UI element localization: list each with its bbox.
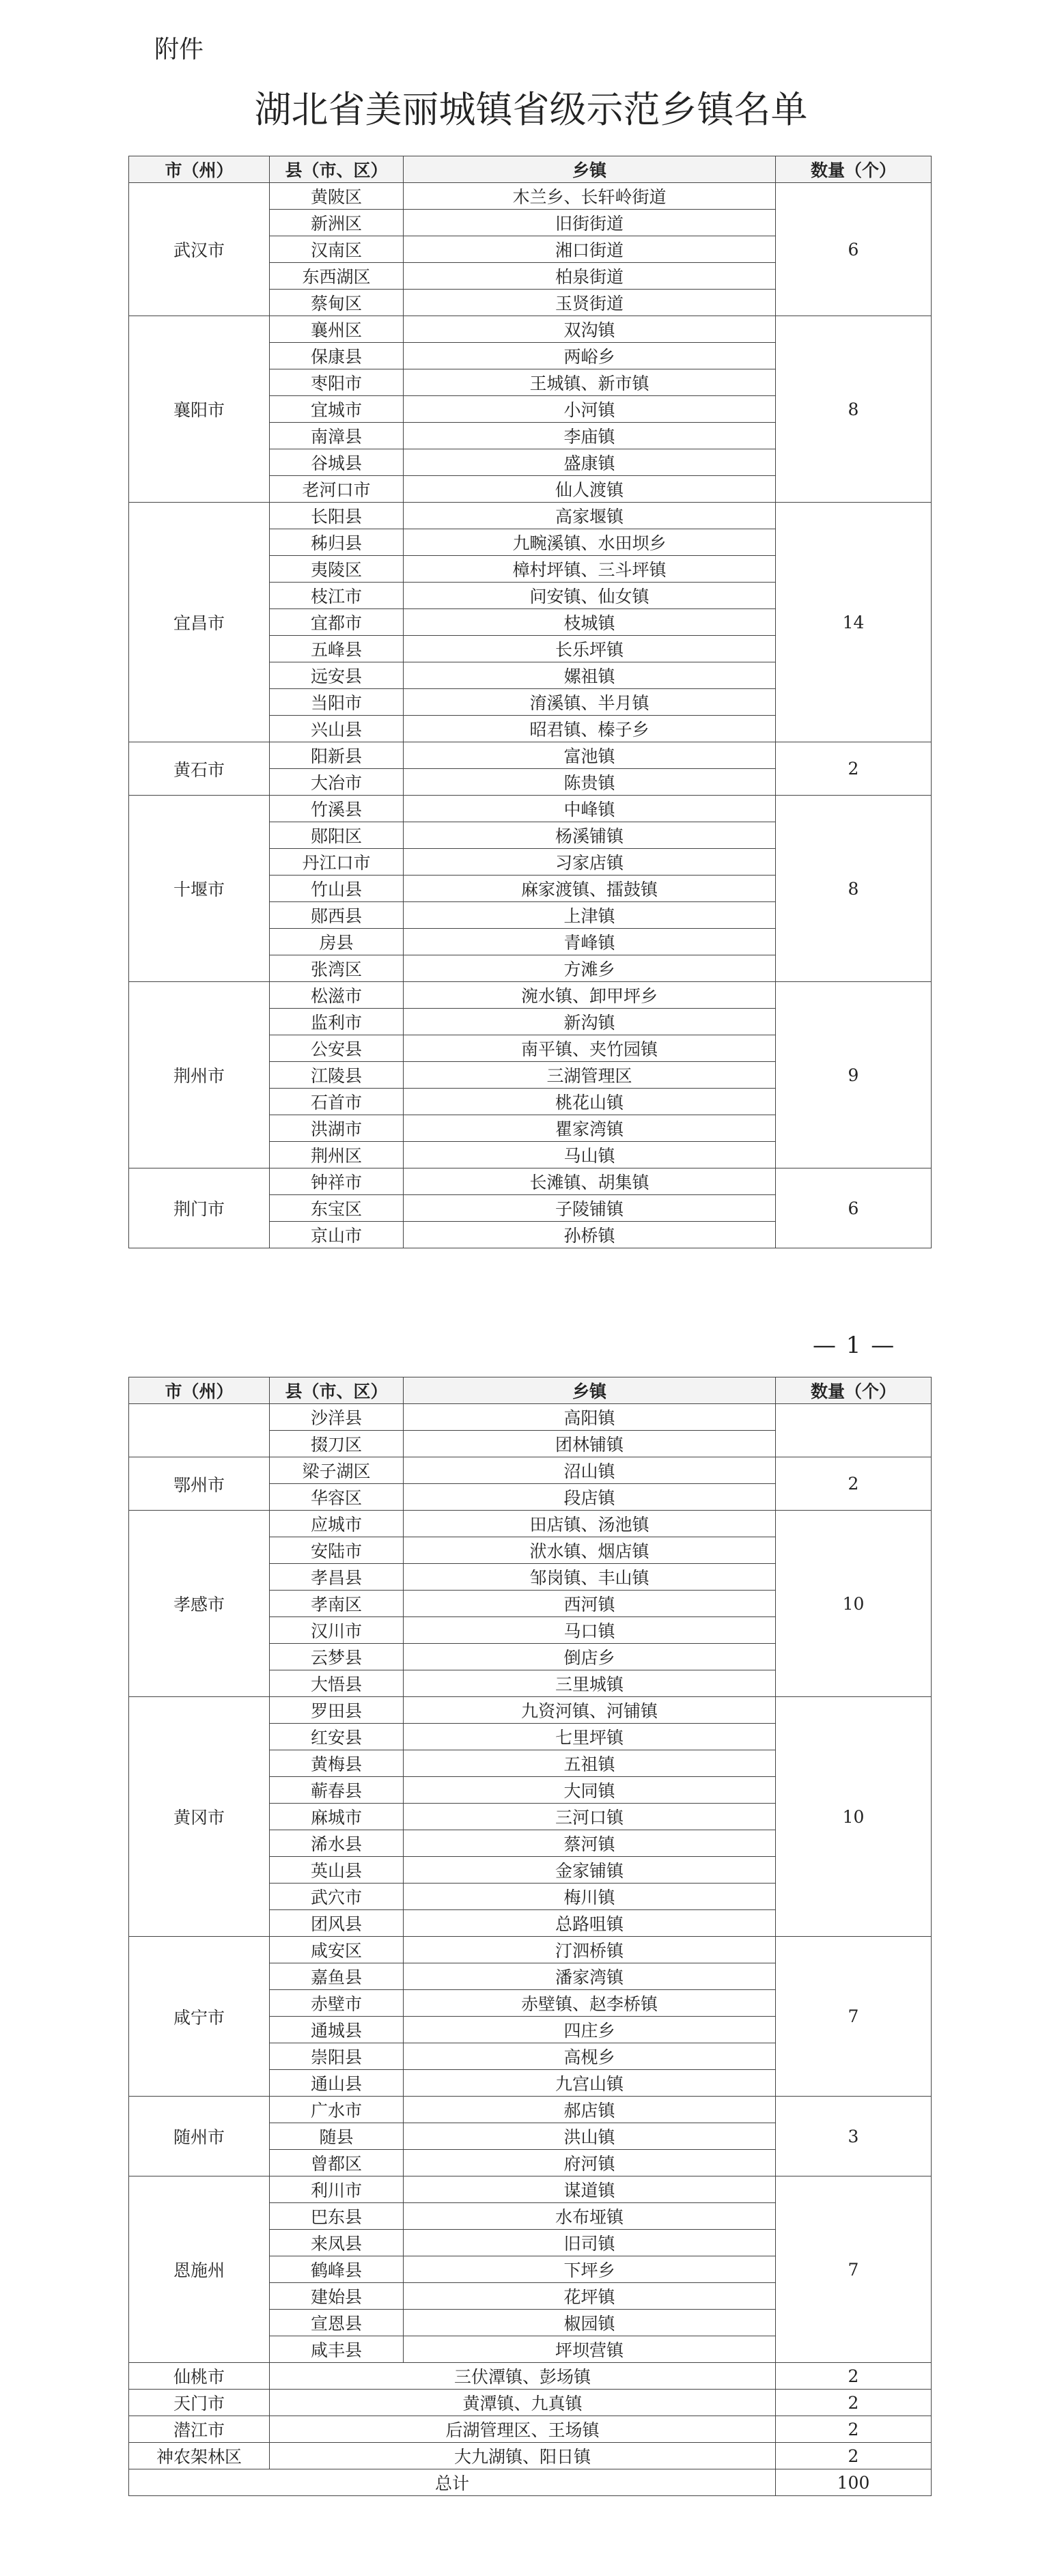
count-cell: 10 (776, 1511, 932, 1697)
towns-cell: 玉贤街道 (404, 290, 776, 316)
towns-cell: 三湖管理区 (404, 1062, 776, 1089)
towns-cell: 两峪乡 (404, 343, 776, 369)
header-towns: 乡镇 (404, 1377, 776, 1404)
county-cell: 云梦县 (270, 1644, 404, 1670)
towns-cell: 三河口镇 (404, 1804, 776, 1830)
county-cell: 石首市 (270, 1089, 404, 1115)
city-cell: 神农架林区 (129, 2443, 270, 2469)
table-row (129, 2416, 932, 2443)
city-cell: 黄石市 (129, 742, 270, 796)
city-cell: 仙桃市 (129, 2363, 270, 2390)
towns-cell: 段店镇 (404, 1484, 776, 1511)
towns-cell: 下坪乡 (404, 2256, 776, 2283)
total-label: 总计 (129, 2469, 776, 2496)
county-cell: 英山县 (270, 1857, 404, 1884)
count-cell: 14 (776, 503, 932, 742)
count-cell: 9 (776, 982, 932, 1168)
towns-cell: 新沟镇 (404, 1009, 776, 1035)
county-cell: 红安县 (270, 1724, 404, 1750)
county-cell: 蔡甸区 (270, 290, 404, 316)
towns-cell: 仙人渡镇 (404, 476, 776, 503)
towns-cell: 四庄乡 (404, 2017, 776, 2043)
towns-cell: 高枧乡 (404, 2043, 776, 2070)
county-cell: 保康县 (270, 343, 404, 369)
towns-cell: 南平镇、夹竹园镇 (404, 1035, 776, 1062)
county-cell: 黄梅县 (270, 1750, 404, 1777)
county-cell: 来凤县 (270, 2230, 404, 2256)
towns-cell: 三里城镇 (404, 1670, 776, 1697)
towns-cell: 中峰镇 (404, 796, 776, 822)
towns-cell: 三伏潭镇、彭场镇 (270, 2363, 776, 2390)
count-cell: 6 (776, 1168, 932, 1248)
towns-cell: 郝店镇 (404, 2097, 776, 2123)
towns-cell: 椒园镇 (404, 2310, 776, 2336)
county-cell: 兴山县 (270, 716, 404, 742)
county-cell: 崇阳县 (270, 2043, 404, 2070)
county-cell: 京山市 (270, 1222, 404, 1248)
county-cell: 钟祥市 (270, 1168, 404, 1195)
count-cell (776, 1404, 932, 1457)
towns-cell: 水布垭镇 (404, 2203, 776, 2230)
county-cell: 团风县 (270, 1910, 404, 1937)
towns-cell: 方滩乡 (404, 955, 776, 982)
table-row (129, 503, 932, 529)
table-row (129, 982, 932, 1009)
city-cell (129, 1404, 270, 1457)
county-cell: 麻城市 (270, 1804, 404, 1830)
towns-cell: 青峰镇 (404, 929, 776, 955)
county-cell: 长阳县 (270, 503, 404, 529)
total-row (129, 2469, 932, 2496)
table-row (129, 1404, 932, 1431)
county-cell: 宜城市 (270, 396, 404, 423)
towns-cell: 子陵铺镇 (404, 1195, 776, 1222)
city-cell: 孝感市 (129, 1511, 270, 1697)
towns-cell: 坪坝营镇 (404, 2336, 776, 2363)
county-cell: 夷陵区 (270, 556, 404, 583)
city-cell: 十堰市 (129, 796, 270, 982)
header-towns: 乡镇 (404, 156, 776, 183)
table-header-row (129, 1377, 932, 1404)
county-cell: 五峰县 (270, 636, 404, 662)
table-row (129, 796, 932, 822)
towns-cell: 九宫山镇 (404, 2070, 776, 2097)
county-cell: 赤壁市 (270, 1990, 404, 2017)
table-row (129, 1457, 932, 1484)
towns-cell: 高家堰镇 (404, 503, 776, 529)
count-cell: 10 (776, 1697, 932, 1937)
towns-cell: 梅川镇 (404, 1884, 776, 1910)
table-row (129, 1697, 932, 1724)
county-cell: 大冶市 (270, 769, 404, 796)
county-cell: 江陵县 (270, 1062, 404, 1089)
county-cell: 孝昌县 (270, 1564, 404, 1591)
city-cell: 宜昌市 (129, 503, 270, 742)
page-number: — 1 — (813, 1332, 896, 1359)
county-cell: 枝江市 (270, 583, 404, 609)
table-row (129, 2097, 932, 2123)
county-cell: 巴东县 (270, 2203, 404, 2230)
towns-cell: 樟村坪镇、三斗坪镇 (404, 556, 776, 583)
towns-cell: 盛康镇 (404, 449, 776, 476)
towns-cell: 总路咀镇 (404, 1910, 776, 1937)
towns-cell: 马口镇 (404, 1617, 776, 1644)
city-cell: 黄冈市 (129, 1697, 270, 1937)
county-cell: 汉南区 (270, 236, 404, 263)
towns-cell: 麻家渡镇、擂鼓镇 (404, 876, 776, 902)
table-row (129, 1168, 932, 1195)
header-county: 县（市、区） (270, 1377, 404, 1404)
towns-cell: 团林铺镇 (404, 1431, 776, 1457)
towns-cell: 高阳镇 (404, 1404, 776, 1431)
county-cell: 房县 (270, 929, 404, 955)
city-cell: 随州市 (129, 2097, 270, 2176)
county-cell: 东西湖区 (270, 263, 404, 290)
county-cell: 远安县 (270, 662, 404, 689)
towns-cell: 田店镇、汤池镇 (404, 1511, 776, 1537)
towns-cell: 孙桥镇 (404, 1222, 776, 1248)
county-cell: 当阳市 (270, 689, 404, 716)
towns-cell: 习家店镇 (404, 849, 776, 876)
towns-cell: 府河镇 (404, 2150, 776, 2176)
table-row (129, 2443, 932, 2469)
towns-cell: 谋道镇 (404, 2176, 776, 2203)
towns-cell: 赤壁镇、赵李桥镇 (404, 1990, 776, 2017)
county-cell: 嘉鱼县 (270, 1963, 404, 1990)
county-cell: 安陆市 (270, 1537, 404, 1564)
page-title: 湖北省美丽城镇省级示范乡镇名单 (254, 88, 808, 131)
county-cell: 武穴市 (270, 1884, 404, 1910)
city-cell: 武汉市 (129, 183, 270, 316)
towns-cell: 旧司镇 (404, 2230, 776, 2256)
county-cell: 掇刀区 (270, 1431, 404, 1457)
county-cell: 阳新县 (270, 742, 404, 769)
header-count: 数量（个） (776, 156, 932, 183)
towns-cell: 枝城镇 (404, 609, 776, 636)
towns-cell: 花坪镇 (404, 2283, 776, 2310)
county-cell: 蕲春县 (270, 1777, 404, 1804)
towns-cell: 问安镇、仙女镇 (404, 583, 776, 609)
town-list-table-part2 (128, 1377, 932, 2496)
count-cell: 2 (776, 2363, 932, 2390)
town-list-table-part1 (128, 156, 932, 1248)
count-cell: 7 (776, 2176, 932, 2363)
towns-cell: 双沟镇 (404, 316, 776, 343)
county-cell: 老河口市 (270, 476, 404, 503)
county-cell: 新洲区 (270, 210, 404, 236)
county-cell: 曾都区 (270, 2150, 404, 2176)
city-cell: 荆门市 (129, 1168, 270, 1248)
towns-cell: 杨溪铺镇 (404, 822, 776, 849)
count-cell: 2 (776, 2443, 932, 2469)
city-cell: 咸宁市 (129, 1937, 270, 2097)
county-cell: 建始县 (270, 2283, 404, 2310)
county-cell: 洪湖市 (270, 1115, 404, 1142)
county-cell: 张湾区 (270, 955, 404, 982)
towns-cell: 淯溪镇、半月镇 (404, 689, 776, 716)
count-cell: 8 (776, 796, 932, 982)
header-city: 市（州） (129, 1377, 270, 1404)
count-cell: 8 (776, 316, 932, 503)
towns-cell: 后湖管理区、王场镇 (270, 2416, 776, 2443)
county-cell: 南漳县 (270, 423, 404, 449)
county-cell: 竹溪县 (270, 796, 404, 822)
table-header-row (129, 156, 932, 183)
county-cell: 鹤峰县 (270, 2256, 404, 2283)
towns-cell: 洑水镇、烟店镇 (404, 1537, 776, 1564)
city-cell: 潜江市 (129, 2416, 270, 2443)
county-cell: 丹江口市 (270, 849, 404, 876)
attachment-label: 附件 (154, 36, 204, 64)
towns-cell: 汀泗桥镇 (404, 1937, 776, 1963)
total-value: 100 (776, 2469, 932, 2496)
towns-cell: 桃花山镇 (404, 1089, 776, 1115)
county-cell: 随县 (270, 2123, 404, 2150)
towns-cell: 陈贵镇 (404, 769, 776, 796)
table-row (129, 316, 932, 343)
table-row (129, 183, 932, 210)
county-cell: 东宝区 (270, 1195, 404, 1222)
county-cell: 秭归县 (270, 529, 404, 556)
table-row (129, 2390, 932, 2416)
county-cell: 郧阳区 (270, 822, 404, 849)
header-county: 县（市、区） (270, 156, 404, 183)
county-cell: 梁子湖区 (270, 1457, 404, 1484)
towns-cell: 沼山镇 (404, 1457, 776, 1484)
count-cell: 6 (776, 183, 932, 316)
city-cell: 天门市 (129, 2390, 270, 2416)
towns-cell: 马山镇 (404, 1142, 776, 1168)
county-cell: 华容区 (270, 1484, 404, 1511)
count-cell: 2 (776, 1457, 932, 1511)
towns-cell: 旧街街道 (404, 210, 776, 236)
city-cell: 襄阳市 (129, 316, 270, 503)
county-cell: 襄州区 (270, 316, 404, 343)
towns-cell: 上津镇 (404, 902, 776, 929)
towns-cell: 蔡河镇 (404, 1830, 776, 1857)
towns-cell: 大同镇 (404, 1777, 776, 1804)
county-cell: 宜都市 (270, 609, 404, 636)
county-cell: 利川市 (270, 2176, 404, 2203)
county-cell: 广水市 (270, 2097, 404, 2123)
table-row (129, 2363, 932, 2390)
towns-cell: 五祖镇 (404, 1750, 776, 1777)
count-cell: 2 (776, 742, 932, 796)
county-cell: 汉川市 (270, 1617, 404, 1644)
towns-cell: 瞿家湾镇 (404, 1115, 776, 1142)
count-cell: 2 (776, 2390, 932, 2416)
towns-cell: 大九湖镇、阳日镇 (270, 2443, 776, 2469)
county-cell: 黄陂区 (270, 183, 404, 210)
county-cell: 浠水县 (270, 1830, 404, 1857)
towns-cell: 洪山镇 (404, 2123, 776, 2150)
county-cell: 监利市 (270, 1009, 404, 1035)
county-cell: 咸安区 (270, 1937, 404, 1963)
county-cell: 沙洋县 (270, 1404, 404, 1431)
towns-cell: 涴水镇、卸甲坪乡 (404, 982, 776, 1009)
towns-cell: 九资河镇、河铺镇 (404, 1697, 776, 1724)
city-cell: 恩施州 (129, 2176, 270, 2363)
towns-cell: 倒店乡 (404, 1644, 776, 1670)
city-cell: 荆州市 (129, 982, 270, 1168)
county-cell: 大悟县 (270, 1670, 404, 1697)
county-cell: 谷城县 (270, 449, 404, 476)
towns-cell: 金家铺镇 (404, 1857, 776, 1884)
county-cell: 松滋市 (270, 982, 404, 1009)
towns-cell: 潘家湾镇 (404, 1963, 776, 1990)
table-row (129, 1937, 932, 1963)
towns-cell: 昭君镇、榛子乡 (404, 716, 776, 742)
count-cell: 7 (776, 1937, 932, 2097)
county-cell: 公安县 (270, 1035, 404, 1062)
towns-cell: 湘口街道 (404, 236, 776, 263)
county-cell: 罗田县 (270, 1697, 404, 1724)
table-row (129, 742, 932, 769)
towns-cell: 长滩镇、胡集镇 (404, 1168, 776, 1195)
county-cell: 咸丰县 (270, 2336, 404, 2363)
towns-cell: 小河镇 (404, 396, 776, 423)
count-cell: 2 (776, 2416, 932, 2443)
county-cell: 竹山县 (270, 876, 404, 902)
towns-cell: 柏泉街道 (404, 263, 776, 290)
county-cell: 枣阳市 (270, 369, 404, 396)
towns-cell: 九畹溪镇、水田坝乡 (404, 529, 776, 556)
county-cell: 宣恩县 (270, 2310, 404, 2336)
towns-cell: 嫘祖镇 (404, 662, 776, 689)
towns-cell: 长乐坪镇 (404, 636, 776, 662)
county-cell: 应城市 (270, 1511, 404, 1537)
towns-cell: 邹岗镇、丰山镇 (404, 1564, 776, 1591)
towns-cell: 李庙镇 (404, 423, 776, 449)
county-cell: 通山县 (270, 2070, 404, 2097)
count-cell: 3 (776, 2097, 932, 2176)
towns-cell: 黄潭镇、九真镇 (270, 2390, 776, 2416)
header-city: 市（州） (129, 156, 270, 183)
city-cell: 鄂州市 (129, 1457, 270, 1511)
header-count: 数量（个） (776, 1377, 932, 1404)
county-cell: 孝南区 (270, 1591, 404, 1617)
county-cell: 荆州区 (270, 1142, 404, 1168)
county-cell: 通城县 (270, 2017, 404, 2043)
towns-cell: 富池镇 (404, 742, 776, 769)
towns-cell: 西河镇 (404, 1591, 776, 1617)
table-row (129, 2176, 932, 2203)
towns-cell: 王城镇、新市镇 (404, 369, 776, 396)
table-row (129, 1511, 932, 1537)
county-cell: 郧西县 (270, 902, 404, 929)
towns-cell: 木兰乡、长轩岭街道 (404, 183, 776, 210)
towns-cell: 七里坪镇 (404, 1724, 776, 1750)
